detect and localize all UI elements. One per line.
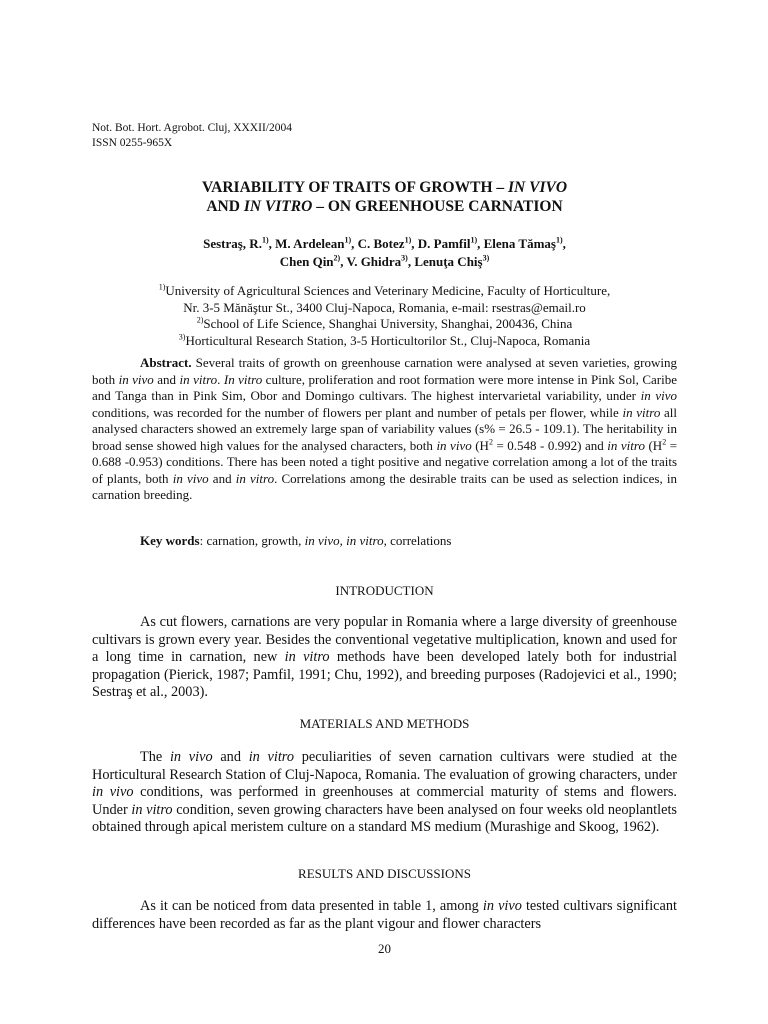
journal-header xyxy=(92,121,292,151)
heading-introduction: INTRODUCTION xyxy=(335,583,434,598)
author-list xyxy=(92,235,677,271)
keywords: Key words: carnation, growth, in vivo, in vitro, correlations xyxy=(140,533,452,548)
methods-paragraph: The in vivo and in vitro peculiarities of seven carnation cultivars were studied at the Horticultural Research Station of Cluj-Napoca, Romania. The evaluation of growing characters, under in vivo conditions, was performed in greenhouses at commercial maturity of stems and flowers. Under in vitro condition, seven growing characters have been analysed on four weeks old neoplantlets obtained through apical meristem culture on a standard MS medium (Murashige and Skoog, 1962). xyxy=(92,749,678,836)
affiliation-1: $^{1)}$University of Agricultural Sciences and Veterinary Medicine, Faculty of Horticulture, xyxy=(158,282,611,298)
introduction-paragraph: As cut flowers, carnations are very popular in Romania where a large diversity of greenhouse cultivars is grown every year. Besides the conventional vegetative multiplication, known and used for a long time in carnation, new in vitro methods have been developed lately both for industrial propagation (Pierick, 1987; Pamfil, 1991; Chu, 1992), and breeding purposes (Radojevici et al., 1990; Sestraş et al., 2003). xyxy=(92,614,677,701)
paper-title xyxy=(92,178,677,216)
affiliation-2: $^{2)}$School of Life Science, Shanghai University, Shanghai, 200436, China xyxy=(196,315,573,331)
affiliations xyxy=(92,283,677,349)
page-number: 20 xyxy=(378,941,391,956)
journal-citation: Not. Bot. Hort. Agrobot. Cluj, XXXII/2004 xyxy=(92,122,292,134)
title-line-1: VARIABILITY OF TRAITS OF GROWTH – IN VIVO xyxy=(201,179,568,196)
keywords-label: Key words xyxy=(140,533,200,548)
journal-issn: ISSN 0255-965X xyxy=(92,137,173,149)
abstract-label: Abstract. xyxy=(140,355,192,370)
results-paragraph: As it can be noticed from data presented in table 1, among in vivo tested cultivars significant differences have been recorded as far as the plant vigour and flower characters xyxy=(92,898,677,932)
affiliation-1-address: Nr. 3-5 Mănăştur St., 3400 Cluj-Napoca, Romania, e-mail: rsestras@email.ro xyxy=(183,299,586,315)
title-line-2: AND IN VITRO – ON GREENHOUSE CARNATION xyxy=(206,198,563,215)
abstract: Abstract. Several traits of growth on greenhouse carnation were analysed at seven varieties, growing both in vivo and in vitro. In vitro culture, proliferation and root formation were more intense in Pink Sol, Caribe and Tanga than in Pink Sim, Obor and Domingo cultivars. The highest intervarietal variability, under in vivo conditions, was recorded for the number of flowers per plant and number of petals per flower, while in vitro all analysed characters showed an extremely large span of variability values (s% = 26.5 - 109.1). The heritability in broad sense showed high values for the analysed characters, both in vivo $(H^2 = 0.548 - 0.992)$ and in vitro ($H^2 = 0.688$ -0.953) conditions. There has been noted a tight positive and negative correlation among a lot of the traits of plants, both in vivo and in vitro. Correlations among the desirable traits can be used as selection indices, in carnation breeding. xyxy=(92,355,678,502)
heading-results-discussions: RESULTS AND DISCUSSIONS xyxy=(298,866,471,881)
author-line-1: Sestraş, R.$^{1)}$, M. Ardelean$^{1)}$, C. Botez$^{1)}$, D. Pamfil$^{1)}$, Elena Tămaş$^{1)}$, xyxy=(203,235,566,251)
author-line-2: Chen Qin$^{2)}$, V. Ghidra$^{3)}$, Lenuţa Chiş$^{3)}$ xyxy=(279,253,490,269)
heading-materials-methods: MATERIALS AND METHODS xyxy=(299,716,470,731)
affiliation-3: $^{3)}$Horticultural Research Station, 3-5 Horticultorilor St., Cluj-Napoca, Romania xyxy=(178,332,591,348)
